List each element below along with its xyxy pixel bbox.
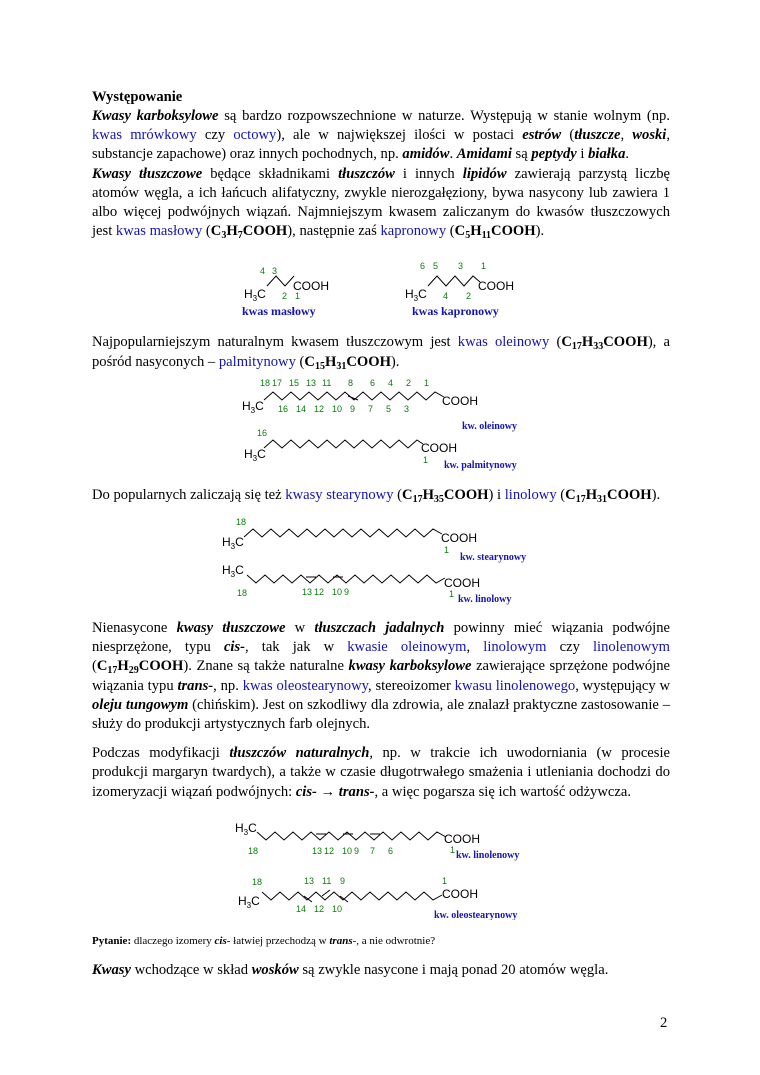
paragraph-waxes: Kwasy wchodzące w skład wosków są zwykle nasycone i mają ponad 20 atomów węgla.	[92, 961, 609, 978]
chain-number: 12	[314, 403, 325, 414]
caption-palmitic: kw. palmitynowy	[444, 459, 517, 471]
palmitic-cooh: COOH	[421, 440, 457, 455]
chain-number: 14	[296, 403, 307, 414]
link-butyric-acid[interactable]: kwas masłowy	[115, 223, 203, 240]
linolenic-c1: 1	[450, 844, 456, 855]
chain-number: 13	[312, 845, 323, 856]
butyric-c1: 1	[295, 291, 301, 302]
caption-eleostearic: kw. oleostearynowy	[434, 909, 518, 920]
structure-oleic-acid	[264, 392, 444, 400]
link-linoleic-acid-2[interactable]: linolowym	[483, 639, 547, 656]
stearic-c18: 18	[236, 517, 247, 528]
caption-linolenic: kw. linolenowy	[456, 849, 520, 861]
butyric-cooh: COOH	[293, 279, 329, 294]
caproic-c3: 3	[458, 261, 464, 272]
chain-number: 9	[340, 875, 346, 886]
linolenic-cooh: COOH	[444, 831, 480, 846]
chain-number: 9	[354, 845, 360, 856]
eleostearic-c18: 18	[252, 876, 263, 887]
stearic-cooh: COOH	[441, 531, 477, 546]
chain-number: 13	[302, 587, 313, 598]
caption-oleic: kw. oleinowy	[462, 420, 518, 432]
link-acetic-acid[interactable]: octowy	[233, 127, 277, 144]
chain-number: 10	[342, 845, 353, 856]
section-heading: Występowanie	[92, 89, 183, 105]
chain-number: 6	[370, 377, 376, 388]
chain-number: 9	[350, 403, 356, 414]
linoleic-cooh: COOH	[444, 576, 480, 591]
butyric-c3: 3	[272, 266, 278, 277]
link-oleic-acid[interactable]: kwas oleinowy	[457, 334, 550, 351]
document-page	[92, 88, 670, 980]
eleostearic-c1: 1	[442, 875, 448, 886]
caproic-c5: 5	[433, 261, 439, 272]
paragraph-isomerization: Podczas modyfikacji tłuszczów naturalnych, np. w trakcie ich uwodorniania (w procesie produkcji margaryn twardych), a także w czasie długotrwałego smażenia i utleniania dochodzi do izomeryzacji wiązań podwójnych: cis- → trans-, a więc pogarsza się ich wartość odżywcza.	[92, 745, 670, 800]
oleic-h3c: $H_3C$	[242, 398, 264, 415]
butyric-c4: 4	[260, 266, 266, 277]
structure-stearic-acid	[244, 529, 442, 537]
chain-number: 12	[314, 903, 325, 914]
structure-linolenic-acid	[257, 832, 446, 840]
chain-number: 10	[332, 587, 343, 598]
chain-number: 10	[332, 403, 343, 414]
palmitic-c1: 1	[423, 454, 429, 465]
caption-caproic: kwas kapronowy	[412, 304, 499, 319]
chain-number: 12	[324, 845, 335, 856]
chain-number: 9	[344, 587, 350, 598]
chain-number: 18	[260, 377, 271, 388]
eleostearic-bottom-numbers	[296, 904, 342, 914]
chain-number: 17	[272, 377, 283, 388]
chain-number: 1	[424, 377, 430, 388]
butyric-h3c: $H_3C$	[244, 287, 266, 304]
link-palmitic-acid[interactable]: palmitynowy	[218, 353, 296, 370]
figure-butyric-caproic	[92, 241, 670, 333]
paragraph-fatty-acids: Kwasy tłuszczowe będące składnikami tłuszczów i innych lipidów zawierają parzystą liczbę atomów węgla, a ich łańcuch alifatyczny, zwykle nierozgałęziony, bywa nasycony lub zawiera 1 albo więcej podwójnych wiązań. Najmniejszym kwasem zaliczanym do kwasów tłuszczowych jest kwas masłowy $(C_3H_7COOH)$, następnie zaś kapronowy $(C_5H_{11}COOH)$.	[92, 165, 670, 242]
linoleic-h3c: $H_3C$	[222, 563, 244, 580]
structure-palmitic-acid	[264, 440, 423, 448]
linolenic-c18: 18	[248, 845, 259, 856]
caproic-c4: 4	[443, 291, 449, 302]
link-stearic-acid[interactable]: kwasy stearynowy	[285, 486, 394, 503]
chain-number: 11	[322, 875, 332, 886]
eleostearic-top-numbers	[304, 876, 345, 886]
oleic-top-numbers	[260, 378, 429, 388]
structure-caproic-acid	[428, 276, 480, 286]
caproic-cooh: COOH	[478, 279, 514, 294]
chain-number: 14	[296, 903, 307, 914]
link-formic-acid[interactable]: kwas mrówkowy	[92, 127, 197, 144]
caproic-c1: 1	[481, 261, 487, 272]
paragraph-stearic-linoleic: Do popularnych zaliczają się też kwasy stearynowy $(C_{17}H_{35}COOH)$ i linolowy $(C_{17}H_{31}COOH)$.	[92, 486, 661, 505]
stearic-c1: 1	[444, 545, 450, 556]
paragraph-occurrence: Kwasy karboksylowe są bardzo rozpowszechnione w naturze. Występują w stanie wolnym (np. kwas mrówkowy czy octowy), ale w największej ilości w postaci estrów (tłuszcze, woski, substancje zapachowe) oraz innych pochodnych, np. amidów. Amidami są peptydy i białka.	[92, 108, 671, 163]
paragraph-unsaturated: Nienasycone kwasy tłuszczowe w tłuszczach jadalnych powinny mieć wiązania podwójne niesprzężone, typu cis-, tak jak w kwasie oleinowym, linolowym czy linolenowym $(C_{17}H_{29}COOH)$. Znane są także naturalne kwasy karboksylowe zawierające sprzężone podwójne wiązania typu trans-, np. kwas oleostearynowy, stereoizomer kwasu linolenowego, występujący w oleju tungowym (chińskim). Jest on szkodliwy dla zdrowia, ale znalazł praktyczne zastosowanie – służy do produkcji artystycznych farb olejnych.	[92, 620, 671, 733]
structure-eleostearic-acid	[262, 890, 442, 902]
chain-number: 8	[348, 377, 354, 388]
paragraph-oleic: Najpopularniejszym naturalnym kwasem tłuszczowym jest kwas oleinowy $(C_{17}H_{33}COOH)$, a pośród nasyconych – palmitynowy $(C_{15}H_{31}COOH)$.	[92, 334, 670, 372]
question-note: Pytanie: dlaczego izomery cis- łatwiej przechodzą w trans-, a nie odwrotnie?	[92, 934, 436, 947]
eleostearic-h3c: $H_3C$	[238, 893, 260, 910]
link-linoleic-acid[interactable]: linolowy	[504, 486, 557, 503]
linoleic-c18: 18	[237, 588, 248, 599]
chain-number: 4	[388, 377, 394, 388]
figure-stearic-linoleic	[92, 511, 670, 607]
oleic-bottom-numbers	[278, 404, 409, 414]
eleostearic-cooh: COOH	[442, 886, 478, 901]
chain-number: 12	[314, 587, 325, 598]
chain-number: 13	[304, 875, 315, 886]
chain-number: 5	[386, 403, 392, 414]
chain-number: 7	[370, 845, 376, 856]
link-caproic-acid[interactable]: kapronowy	[380, 223, 447, 240]
palmitic-h3c: $H_3C$	[244, 446, 266, 463]
chain-number: 7	[368, 403, 374, 414]
caption-linoleic: kw. linolowy	[458, 594, 512, 606]
page-number: 2	[660, 1015, 668, 1031]
link-oleic-acid-2[interactable]: kwasie oleinowym	[347, 639, 467, 656]
palmitic-c16: 16	[257, 427, 268, 438]
structure-butyric-acid	[267, 276, 294, 286]
linolenic-h3c: $H_3C$	[235, 820, 257, 837]
linoleic-numbers	[302, 587, 349, 597]
link-eleostearic-acid[interactable]: kwas oleostearynowy	[242, 677, 368, 694]
figure-linolenic-eleostearic	[92, 810, 670, 920]
butyric-c2: 2	[282, 291, 288, 302]
linolenic-numbers	[312, 846, 393, 856]
stearic-h3c: $H_3C$	[222, 535, 244, 552]
chain-number: 2	[406, 377, 412, 388]
link-linolenic-acid-2[interactable]: kwasu linolenowego	[454, 677, 576, 694]
caproic-c2: 2	[466, 291, 472, 302]
chain-number: 10	[332, 903, 343, 914]
oleic-cooh: COOH	[442, 393, 478, 408]
chain-number: 16	[278, 403, 289, 414]
structure-linoleic-acid	[247, 575, 445, 583]
caption-stearic: kw. stearynowy	[460, 552, 527, 564]
chain-number: 15	[289, 377, 300, 388]
figure-oleic-palmitic	[92, 372, 670, 472]
caption-butyric: kwas masłowy	[242, 304, 316, 319]
link-linolenic-acid[interactable]: linolenowym	[592, 639, 670, 656]
linoleic-c1: 1	[449, 589, 455, 600]
caproic-c6: 6	[420, 261, 426, 272]
caproic-h3c: $H_3C$	[405, 287, 427, 304]
chain-number: 3	[404, 403, 410, 414]
chain-number: 13	[306, 377, 317, 388]
chain-number: 11	[322, 377, 332, 388]
chain-number: 6	[388, 845, 394, 856]
